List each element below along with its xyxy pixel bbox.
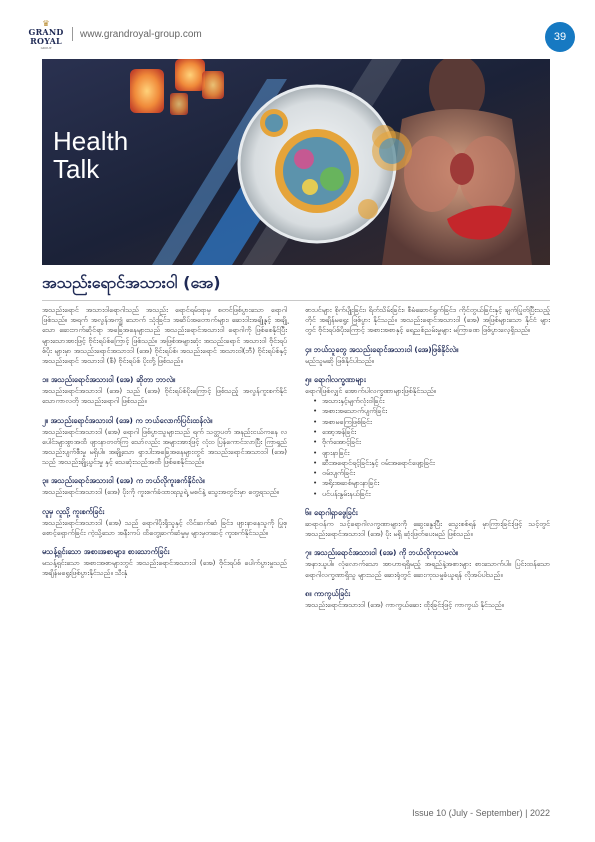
- page-number-badge: 39: [545, 22, 575, 52]
- section-body: အသည်းရောင်အသားဝါ (အေ) ပိုးကို ကူးစက်ခံထားရသူရဲ့ မစင်နဲ့ သွေးအတွင်းမှာ တွေ့ရသည်။: [42, 487, 279, 497]
- banner-title-line2: Talk: [53, 154, 100, 184]
- list-item: • အော့အန်ခြင်း: [313, 427, 550, 437]
- left-column: [42, 305, 287, 578]
- section-body: အသည်းရောင်အသားဝါ (အေ) သည် (အေ) ဗိုင်းရပ်စ်ပိုးကြောင့် ဖြစ်သည့် အလွန်ကူးစက်နိုင်သောကာလတို အသည်းရောဂါ ဖြစ်သည်။: [42, 386, 287, 406]
- section-body: မည်သူမဆို ဖြစ်နိုင်ပါသည်။: [305, 355, 374, 365]
- list-item: • ဗိုက်အောင့်ခြင်း: [313, 437, 550, 447]
- section-heading: ၃။ အသည်းရောင်အသားဝါ (အေ) က ဘယ်လိုကူးစက်နိုင်လဲ။: [42, 476, 205, 486]
- list-item: • အစာမကြေဖြစ်ခြင်း: [313, 417, 550, 427]
- continued-paragraph: စားပင်များ စိုက်ပျိုးခြင်း၊ ရိတ်သိမ်းခြင်း၊ စီမံဆောင်ရွက်ခြင်း၊ ကိုင်တွယ်ခြင်းနှင့် ချက်ပြုတ်ပြီးသည့်တိုင် အချိန်မရွေး ဖြစ်ပွား နိုင်သည်။ အသည်းရောင်အသားဝါ (အေ) အဖြစ်များသော နိုင်ငံ များတွင် ဗိုင်းရပ်စ်ပိုးကြောင့် အစားအစာနှင့် ရေညစ်ညမ်းမှုများ မကြာခဏ ဖြစ်ပွားလေ့ရှိသည်။: [305, 305, 550, 335]
- section-heading: ၂။ အသည်းရောင်အသားဝါ (အေ) က ဘယ်လောက်ပြင်းထန်လဲ။: [42, 415, 213, 425]
- list-item: • ဖျားနာခြင်း: [313, 448, 550, 458]
- intro-paragraph: အသည်းရောင် အသားဝါရောဂါသည် အသည်း ရောင်ရမ်းရာမှ စတင်ဖြစ်ပွားသော ရောဂါဖြစ်သည်။ အရက် အလွန်အကျွံ သောက် သုံးခြင်း၊ အဆိပ်အတောက်များ၊ ဆေးဝါးအချို့နှင့် အချို့သော ဆေးဘက်ဆိုင်ရာ အခြေအနေများသည် အသည်းရောင်အသားဝါ ရောဂါကို ဖြစ်စေနိုင်ပြီး များသောအားဖြင့် ဗိုင်းရပ်စ်ကြောင့် ဖြစ်သည်။ အဖြစ်အများဆုံး အသည်းရောင် အသားဝါ ဗိုင်းရပ်စ်ပိုး များမှာ အသည်းရောင်အသားဝါ (အေ) ဗိုင်းရပ်စ်၊ အသည်းရောင် အသားဝါ(ဘီ) ဗိုင်းရပ်စ်နှင့် အသည်းရောင် အသားဝါ (စီ) ဗိုင်းရပ်စ် ပိုးတို့ ဖြစ်သည်။: [42, 305, 287, 366]
- list-item: • ပင်ပန်းနွမ်းနယ်ခြင်း: [313, 489, 550, 499]
- section-heading: မသန့်ရှင်းသော အစားအစာများ၊ စားသောက်ခြင်း: [42, 547, 170, 557]
- section-heading: လူမှ လူသို့ ကူးစက်ခြင်း: [42, 506, 105, 516]
- list-item: • အသားနှင့်မျက်လုံးဝါခြင်း: [313, 396, 550, 406]
- section-body: ရောဂါဖြစ်လျှင် အောက်ပါလက္ခဏာများဖြစ်နိုင်သည်။: [305, 385, 437, 395]
- section-body: ဆရာဝန်က သင့်ရောဂါလက္ခဏာများကို ဆွေးနွေးပြီး သွေးစစ်ရန် မှာကြားခြင်းဖြင့် သင့်တွင် အသည်းရောင်အသားဝါ (အေ) ပိုး မရှိ ဆုံးဖြတ်ပေးမည် ဖြစ်သည်။: [305, 518, 550, 539]
- section-heading: ၈။ ကာကွယ်ခြင်း: [305, 588, 351, 598]
- list-item: • ဝမ်းပျက်ခြင်း: [313, 468, 550, 478]
- list-item: • အစားအသောက်ပျက်ခြင်း: [313, 406, 550, 416]
- logo-word-royal: ROYAL: [30, 36, 62, 46]
- section-body: အနားယူပါ။ လုံလောက်သော အာဟာရရှိမည့် အရည်နဲ့အစားများ စားသောက်ပါ။ ပြင်းထန်သော ရောဂါလက္ခဏာရှိသူ များသည် ဆေးရုံတွင် ဆေးကုသမှုခံယူရန် လိုအပ်ပါသည်။: [305, 559, 550, 579]
- section-heading: ၁။ အသည်းရောင်အသားဝါ (အေ) ဆိုတာ ဘာလဲ။: [42, 375, 176, 385]
- banner-title: [53, 127, 128, 183]
- logo-word-group: GROUP: [40, 46, 52, 50]
- section-heading: ၇။ အသည်းရောင်အသားဝါ (အေ) ကို ဘယ်လိုကုသမလဲ။: [305, 548, 458, 558]
- page-header: [22, 20, 575, 54]
- issue-footer: Issue 10 (July - September) | 2022: [412, 808, 550, 818]
- list-item: • အရိုးအဆစ်များနာခြင်း: [313, 478, 550, 488]
- section-heading: ၄။ ဘယ်သူတွေ အသည်းရောင်အသားဝါ (အေ)ဖြစ်နိုင်လဲ။: [305, 344, 459, 354]
- article-title: အသည်းရောင်အသားဝါ (အေ): [42, 273, 221, 292]
- section-body: အသည်းရောင်အသားဝါ (အေ) ရောဂါ ဖြစ်ပွားသူများသည် ရက် သတ္တပတ် အနည်းငယ်ကနေ လပေါင်းများစွာအထိ ဖျားနာတတ်ကြ သော်လည်း အများအားဖြင့် လုံးဝ ပြန်ကောင်းလာပြီး ကြာရှည် အသည်းပျက်စီးမှု မရှိပါ။ အချို့သော ရှားပါးအခြေအနေများတွင် အသည်းရောင်အသားဝါ (အေ) သည် အသည်းချို့ယွင်းမှု နှင့် သေဆုံးသည်အထိ ဖြစ်စေနိုင်သည်။: [42, 426, 287, 467]
- virus-magnifier: [239, 86, 396, 242]
- section-body: မသန့်ရှင်းသော အစားအစာများတွင် အသည်းရောင်အသားဝါ (အေ) ဗိုင်းရပ်စ် ပေါက်ပွားမှုသည် အချိန်မရွေးဖြစ်ပွားနိုင်သည်။ သီးနှံ: [42, 558, 287, 578]
- header-divider: [72, 27, 73, 41]
- section-heading: ၅။ ရောဂါလက္ခဏာများ: [305, 374, 366, 384]
- banner-title-line1: Health: [53, 126, 129, 156]
- crown-icon: ♛: [42, 19, 50, 28]
- section-body: အသည်းရောင်အသားဝါ (အေ) ကာကွယ်ဆေး ထိုးခြင်းဖြင့် ကာကွယ် နိုင်သည်။: [305, 599, 504, 609]
- title-rule: [42, 300, 550, 301]
- website-url[interactable]: www.grandroyal-group.com: [80, 29, 202, 40]
- logo-word-grand: GRAND: [28, 27, 64, 37]
- health-talk-banner: [42, 59, 550, 265]
- section-heading: ၆။ ရောဂါရှာဖွေခြင်း: [305, 507, 358, 517]
- symptom-list: [313, 396, 550, 499]
- right-column: [305, 305, 550, 610]
- grand-royal-logo: [28, 20, 64, 52]
- list-item: • ဆီးအရောင်ရင့်ခြင်းနှင့် ဝမ်းအရောင်ဖျော့ခြင်း: [313, 458, 550, 468]
- section-body: အသည်းရောင်အသားဝါ (အေ) သည် ရောဂါပိုးရှိသူနှင့် လိင်ဆက်ဆံ ခြင်း၊ ဖျားနာနေသူကို ပြုစုစောင့်ရှောက်ခြင်း ကဲ့သို့သော အနီးကပ် ထိတွေ့ဆက်ဆံမှုမှ များမှတဆင့် ကူးစက်နိုင်သည်။: [42, 517, 287, 537]
